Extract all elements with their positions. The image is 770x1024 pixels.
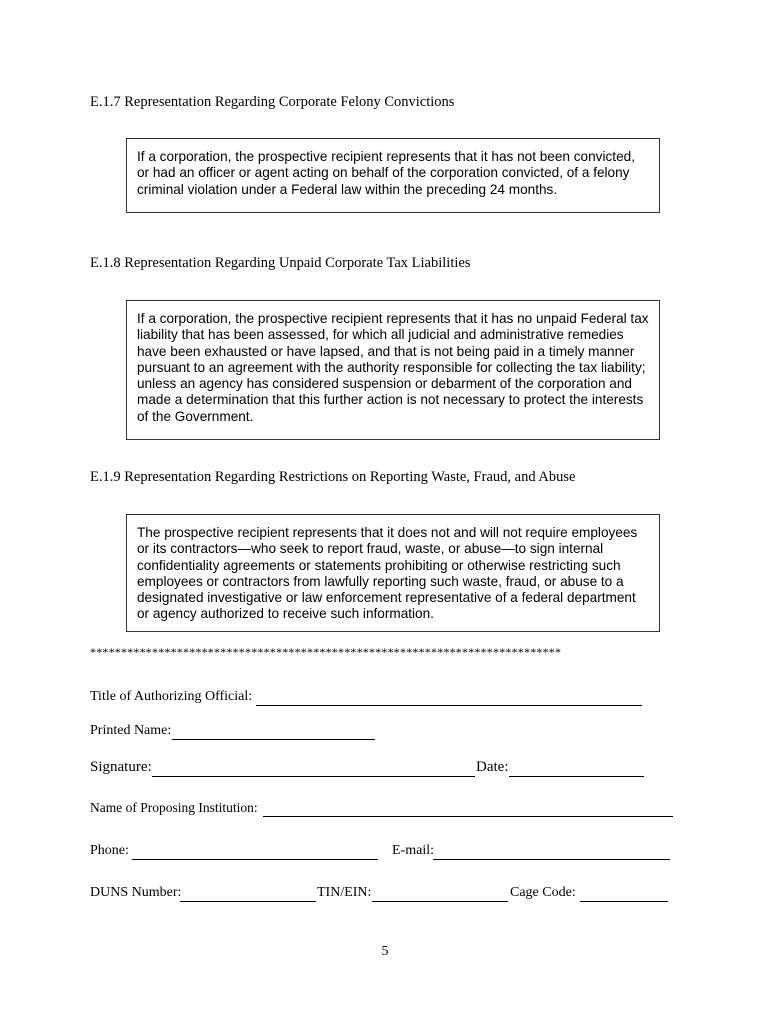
duns-tin-cage-row [90,885,680,905]
tin-ein-label: TIN/EIN: [317,885,372,900]
proposing-institution-field[interactable] [263,816,673,817]
cage-code-label: Cage Code: [510,885,576,900]
phone-email-row [90,843,680,863]
signature-label: Signature: [90,759,152,775]
printed-name-row [90,723,390,743]
page-number: 5 [381,944,389,959]
asterisk-separator: **************************************************************************** [90,645,562,659]
representation-text: If a corporation, the prospective recipient represents that it has no unpaid Federal tax liability that has been assessed, for which all judicial and administrative remedies have been exhausted or have lapsed, and that is not being paid in a timely manner pursuant to an agreement with the authority responsible for collecting the tax liability; unless an agency has considered suspension or debarment of the corporation and made a determination that this further action is not necessary to protect the interests of the Government. [137,311,649,424]
email-label: E-mail: [392,843,434,858]
date-field[interactable] [509,776,644,777]
phone-label: Phone: [90,843,129,858]
signature-date-row [90,759,650,781]
representation-text: If a corporation, the prospective recipient represents that it has not been convicted, or had an officer or agent acting on behalf of the corporation convicted, of a felony criminal violation under a Federal law within the preceding 24 months. [137,149,635,197]
representation-text: The prospective recipient represents that it does not and will not require employees or its contractors—who seek to report fraud, waste, or abuse—to sign internal confidentiality agreements or statements prohibiting or otherwise restricting such employees or contractors from lawfully reporting such waste, fraud, or abuse to a designated investigative or law enforcement representative of a federal department or agency authorized to receive such information. [137,525,638,622]
printed-name-field[interactable] [172,739,375,740]
title-of-authorizing-official-label: Title of Authorizing Official: [90,689,253,704]
duns-number-field[interactable] [180,901,316,902]
phone-field[interactable] [132,859,378,860]
printed-name-label: Printed Name: [90,723,172,738]
representation-box-e-1-8 [126,300,660,440]
date-label: Date: [476,759,509,775]
duns-number-label: DUNS Number: [90,885,182,900]
cage-code-field[interactable] [580,901,668,902]
tin-ein-field[interactable] [372,901,508,902]
proposing-institution-row [90,800,680,820]
title-of-authorizing-official-row [90,689,650,709]
section-heading-e-1-7: E.1.7 Representation Regarding Corporate Felony Convictions [90,94,455,110]
signature-field[interactable] [152,776,475,777]
title-of-authorizing-official-field[interactable] [256,705,642,706]
proposing-institution-label: Name of Proposing Institution: [90,800,258,815]
representation-box-e-1-9 [126,514,660,632]
representation-box-e-1-7 [126,138,660,213]
section-heading-e-1-8: E.1.8 Representation Regarding Unpaid Corporate Tax Liabilities [90,255,471,271]
email-field[interactable] [433,859,670,860]
section-heading-e-1-9: E.1.9 Representation Regarding Restrictions on Reporting Waste, Fraud, and Abuse [90,469,576,485]
